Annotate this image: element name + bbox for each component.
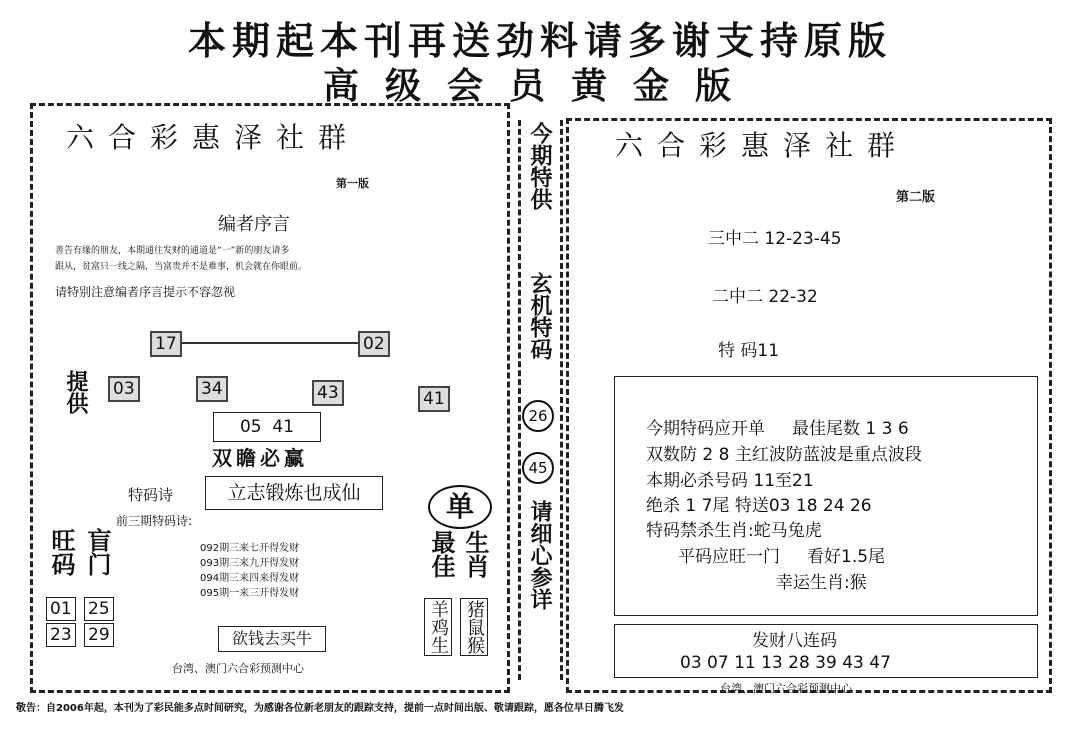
circle-26: 26 [522, 400, 554, 432]
special-code: 特 码11 [718, 341, 780, 361]
ball-41: 41 [418, 386, 450, 412]
prev-poem-label: 前三期特码诗: [116, 514, 193, 528]
three-in-two: 三中二 12-23-45 [708, 229, 842, 249]
preface-title: 编者序言 [218, 214, 290, 235]
right-title: 六合彩惠泽社群 [615, 129, 910, 162]
zodiac-b: 猪鼠猴 [460, 598, 488, 656]
right-footer: 台湾、澳门六合彩预测中心 [720, 682, 852, 695]
provide-label: 提供 [63, 370, 88, 414]
ball-17: 17 [150, 331, 182, 357]
history-line: 093期三来九开得发财 [200, 558, 300, 569]
middle-mid: 玄机特码 [527, 272, 552, 360]
best-label: 最佳 [427, 530, 455, 578]
tip-line: 双数防 2 8 主红波防蓝波是重点波段 [646, 445, 922, 465]
preface-notice: 请特别注意编者序言提示不容忽视 [55, 285, 236, 299]
poem-label: 特码诗 [128, 486, 174, 504]
chain-title: 发财八连码 [752, 631, 837, 651]
ball-43: 43 [312, 380, 344, 406]
preface-line-1: 善告有缘的朋友，本期通往发财的通道是“一”新的朋友请多 [55, 246, 290, 256]
middle-divider-right [560, 120, 565, 680]
tip-line: 今期特码应开单 最佳尾数 1 3 6 [646, 419, 909, 439]
chain-numbers: 03 07 11 13 28 39 43 47 [680, 653, 891, 673]
two-in-two: 二中二 22-32 [712, 287, 818, 307]
wang-num: 01 [46, 597, 76, 621]
tip-line: 幸运生肖:猴 [776, 573, 867, 593]
wang-num: 23 [46, 623, 76, 647]
header-title: 本期起本刊再送劲料请多谢支持原版 [187, 19, 892, 63]
left-title: 六合彩惠泽社群 [66, 121, 361, 154]
history-line: 094期三来四来得发财 [200, 573, 300, 584]
bottom-warning: 敬告：自2006年起，本刊为了彩民能多点时间研究，为感谢各位新老朋友的跟踪支持，提前一点时间出版、敬请跟踪，愿各位早日腾飞发 [16, 703, 624, 714]
middle-bottom: 请细心参详 [527, 500, 552, 610]
right-edition: 第二版 [896, 190, 936, 205]
tip-line: 特码禁杀生肖:蛇马兔虎 [646, 521, 822, 541]
ball-03: 03 [108, 376, 140, 402]
history-line: 092期三来七开得发财 [200, 543, 300, 554]
poem-box: 立志锻炼也成仙 [205, 476, 383, 510]
buy-phrase-box: 欲钱去买牛 [218, 626, 326, 652]
header-subtitle: 高级会员黄金版 [322, 66, 757, 107]
mang-num: 29 [84, 623, 114, 647]
ball-02: 02 [358, 331, 390, 357]
middle-divider-left [518, 120, 523, 680]
tip-line: 绝杀 1 7尾 特送03 18 24 26 [646, 496, 872, 516]
mang-label: 盲门 [83, 528, 111, 576]
pair-slogan: 双瞻必赢 [212, 446, 308, 470]
tip-line: 平码应旺一门 看好1.5尾 [678, 547, 886, 567]
middle-top: 今期特供 [527, 122, 552, 210]
history-line: 095期一来三开得发财 [200, 588, 300, 599]
ball-connector-line [176, 342, 366, 344]
circle-45: 45 [522, 452, 554, 484]
single-oval: 单 [428, 485, 492, 529]
left-footer: 台湾、澳门六合彩预测中心 [172, 662, 304, 675]
mang-num: 25 [84, 597, 114, 621]
zodiac-label: 生肖 [461, 530, 489, 578]
tip-line: 本期必杀号码 11至21 [646, 471, 814, 491]
left-edition: 第一版 [336, 177, 369, 190]
zodiac-a: 羊鸡生 [424, 598, 452, 656]
preface-line-2: 跟从，贫富只一线之隔，当富贵并不是难事，机会就在你眼前。 [55, 262, 308, 272]
wang-label: 旺码 [47, 528, 75, 576]
ball-34: 34 [196, 376, 228, 402]
pair-box: 05 41 [213, 412, 321, 442]
